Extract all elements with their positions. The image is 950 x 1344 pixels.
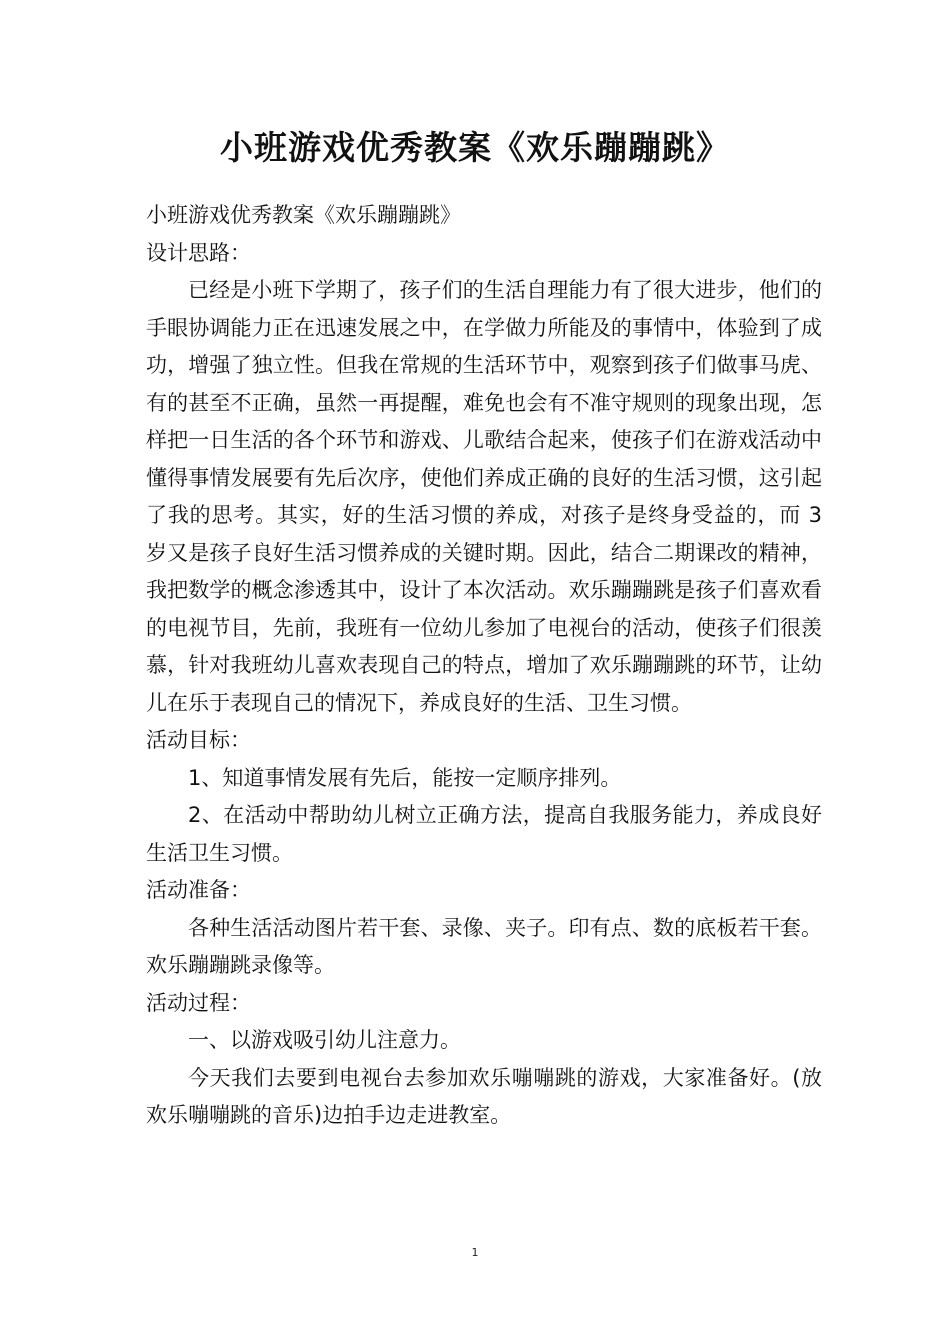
section-heading-preparation: 活动准备： (146, 878, 251, 902)
preparation-paragraph: 各种生活活动图片若干套、录像、夹子。印有点、数的底板若干套。欢乐蹦蹦跳录像等。 (146, 915, 822, 977)
subtitle-paragraph: 小班游戏优秀教案《欢乐蹦蹦跳》 (146, 203, 461, 227)
page-number: 1 (471, 1246, 479, 1259)
process-step-1: 一、以游戏吸引幼儿注意力。 (188, 1028, 461, 1052)
goal-item-2: 2、在活动中帮助幼儿树立正确方法，提高自我服务能力，养成良好生活卫生习惯。 (146, 803, 822, 865)
section-heading-design: 设计思路： (146, 240, 251, 265)
design-paragraph: 已经是小班下学期了，孩子们的生活自理能力有了很大进步，他们的手眼协调能力正在迅速发展之中，在学做力所能及的事情中，体验到了成功，增强了独立性。但我在常规的生活环节中，观察到孩子们做事马虎、有的甚至不正确，虽然一再提醒，难免也会有不准守规则的现象出现，怎样把一日生活的各个环节和游戏、儿歌结合起来，使孩子们在游戏活动中懂得事情发展要有先后次序，使他们养成正确的良好的生活习惯，这引起了我的思考。其实，好的生活习惯的养成，对孩子是终身受益的，而 3 岁又是孩子良好生活习惯养成的关键时期。因此，结合二期课改的精神，我把数学的概念渗透其中，设计了本次活动。欢乐蹦蹦跳是孩子们喜欢看的电视节目，先前，我班有一位幼儿参加了电视台的活动，使孩子们很羡慕，针对我班幼儿喜欢表现自己的特点，增加了欢乐蹦蹦跳的环节，让幼儿在乐于表现自己的情况下，养成良好的生活、卫生习惯。 (146, 278, 822, 715)
goal-item-1: 1、知道事情发展有先后，能按一定顺序排列。 (188, 765, 622, 790)
section-heading-goals: 活动目标： (146, 728, 251, 752)
document-title: 小班游戏优秀教案《欢乐蹦蹦跳》 (220, 128, 730, 167)
document-body (146, 197, 822, 1135)
section-heading-process: 活动过程： (146, 990, 251, 1015)
process-paragraph: 今天我们去要到电视台去参加欢乐嘣嘣跳的游戏，大家准备好。(放欢乐嘣嘣跳的音乐)边拍手边走进教室。 (146, 1065, 822, 1127)
